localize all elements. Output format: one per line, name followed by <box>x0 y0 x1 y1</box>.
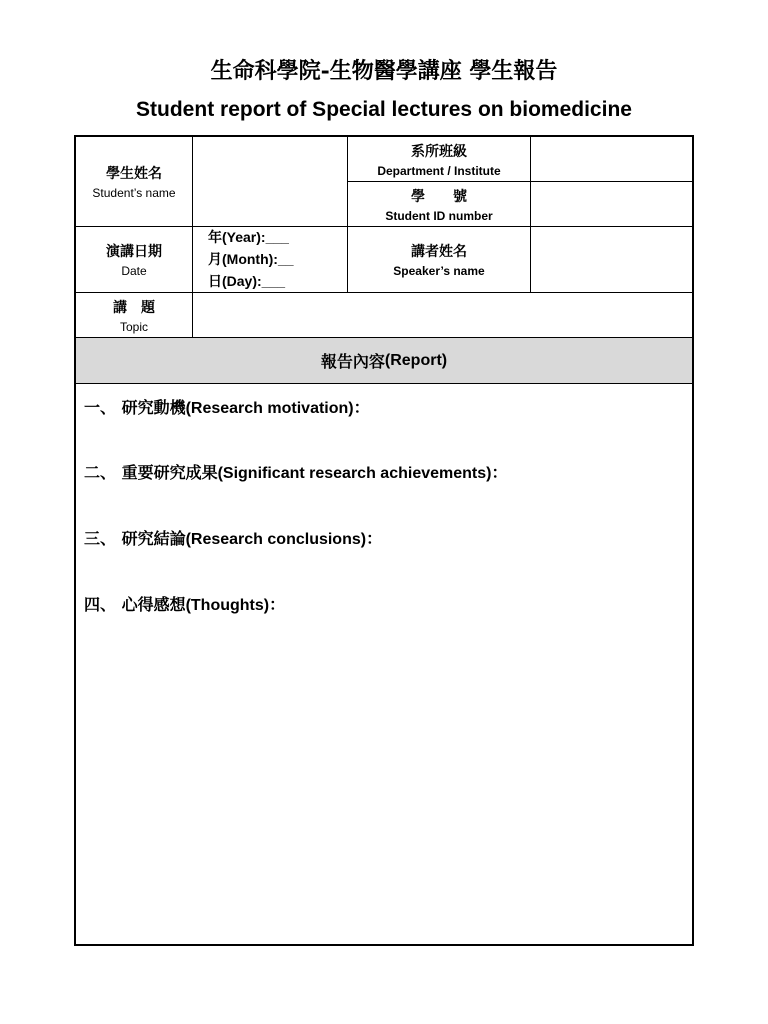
section-research-conclusions[interactable] <box>84 526 382 549</box>
month-field[interactable]: 月(Month):__ <box>208 251 294 268</box>
report-section-header <box>76 338 692 383</box>
page-title-english: Student report of Special lectures on biomedicine <box>136 98 632 121</box>
section-label-en: (Research conclusions)： <box>185 531 383 548</box>
report-header-en: (Report) <box>384 351 448 369</box>
page-title-chinese: 生命科學院-生物醫學講座 學生報告 <box>210 58 558 84</box>
section-research-motivation[interactable] <box>84 395 370 418</box>
student-name-label-en: Student’s name <box>92 186 176 200</box>
topic-field[interactable] <box>193 293 692 337</box>
row-divider <box>76 383 692 384</box>
section-research-achievements[interactable] <box>84 460 507 483</box>
department-label-en: Department / Institute <box>377 163 501 178</box>
topic-label-zh: 講 題 <box>113 299 155 316</box>
student-name-field[interactable] <box>193 137 347 226</box>
student-id-label-en: Student ID number <box>385 208 493 223</box>
speaker-name-label-en: Speaker’s name <box>393 264 485 278</box>
department-label <box>348 137 530 181</box>
student-id-field[interactable] <box>531 182 692 226</box>
speaker-name-label <box>348 227 530 292</box>
lecture-date-label <box>76 227 192 292</box>
lecture-date-label-zh: 演講日期 <box>106 244 162 260</box>
topic-label-en: Topic <box>119 319 148 334</box>
lecture-date-label-en: Date <box>121 264 147 278</box>
date-fields[interactable] <box>202 227 347 293</box>
department-field[interactable] <box>531 137 692 181</box>
section-label-zh: 四、 心得感想 <box>84 595 186 614</box>
report-header-zh: 報告內容 <box>320 352 385 371</box>
day-field[interactable]: 日(Day):___ <box>208 273 286 290</box>
section-label-zh: 二、 重要研究成果 <box>84 463 218 482</box>
year-field[interactable]: 年(Year):___ <box>208 229 289 246</box>
student-id-label <box>348 182 530 226</box>
section-label-en: (Thoughts)： <box>185 597 286 614</box>
section-thoughts[interactable] <box>84 592 285 615</box>
topic-label <box>76 293 192 337</box>
report-form <box>74 135 694 946</box>
speaker-name-label-zh: 講者姓名 <box>411 244 467 260</box>
section-label-zh: 一、 研究動機 <box>84 398 186 417</box>
department-label-zh: 系所班級 <box>411 143 467 160</box>
student-name-label-zh: 學生姓名 <box>106 166 162 182</box>
section-label-en: (Significant research achievements)： <box>217 465 508 482</box>
section-label-en: (Research motivation)： <box>185 400 370 417</box>
speaker-name-field[interactable] <box>531 227 692 292</box>
student-id-label-zh: 學 號 <box>411 188 467 205</box>
student-name-label <box>76 137 192 226</box>
section-label-zh: 三、 研究結論 <box>84 529 186 548</box>
